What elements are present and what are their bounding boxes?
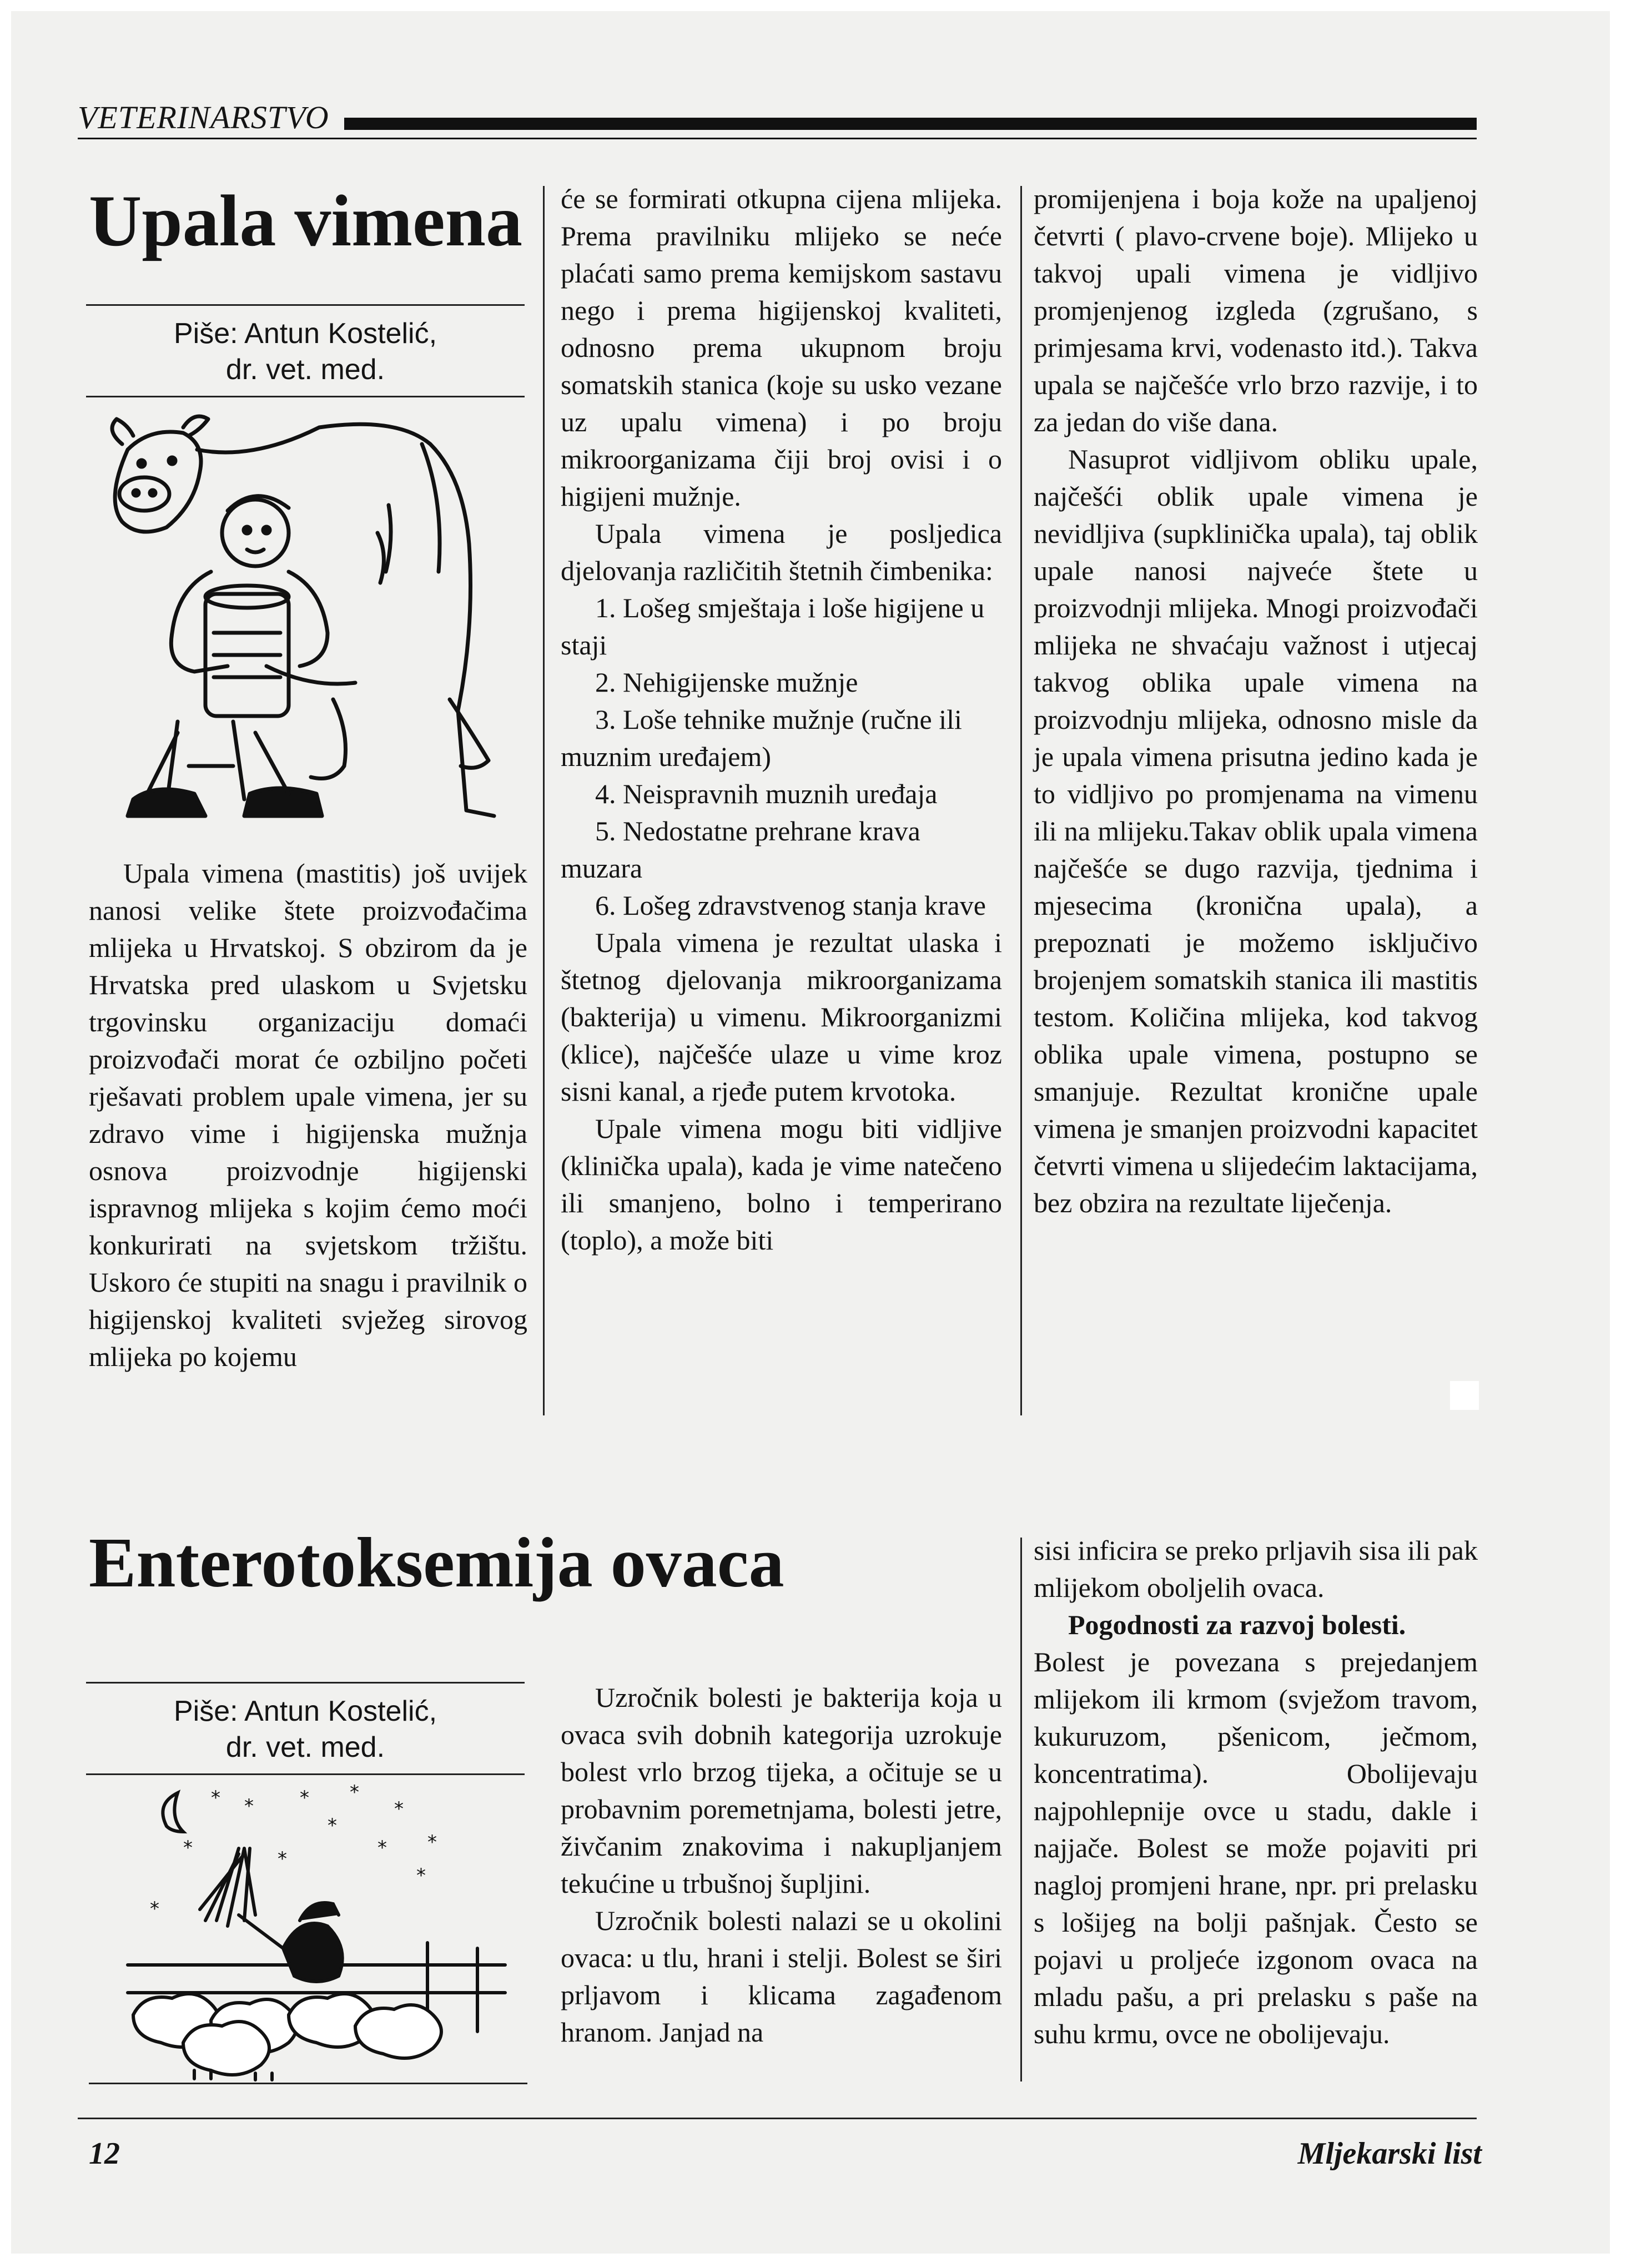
list-item: 2. Nehigijenske mužnje — [595, 667, 858, 698]
list-item: 6. Lošeg zdravstvenog stanja krave — [595, 890, 986, 921]
article2-column-3 — [1034, 1532, 1478, 2053]
column-divider — [1020, 1538, 1022, 2081]
article1-column-3 — [1034, 180, 1478, 1222]
article1-paragraph: Upala vimena je rezultat ulaska i štetnog djelovanja mikroorganizama (bakterija) u vimenu. Mikroorganizmi (klice), najčešće ulaze u vime kroz sisni kanal, a rjeđe putem krvotoka. — [561, 927, 1002, 1107]
article2-paragraph: sisi inficira se preko prljavih sisa ili pak mlijekom oboljelih ovaca. — [1034, 1535, 1478, 1603]
article1-title: Upala vimena — [89, 180, 523, 261]
svg-text:*: * — [211, 1787, 220, 1809]
article1-column-1 — [89, 855, 527, 1375]
page-number: 12 — [89, 2136, 120, 2171]
footer-rule — [78, 2118, 1477, 2119]
article1-paragraph: Nasuprot vidljivom obliku upale, najčešći oblik upale vimena je nevidljiva (supklinička upala), taj oblik upale nanosi najveće štete u proizvodnji mlijeka. Mnogi proizvođači mlijeka ne shvaćaju važnost i utjecaj takvog oblika upale vimena na proizvodnju mlijeka, odnosno misle da je upala vimena prisutna jedino kada je to vidljivo po promjenama na vimenu ili na mlijeku.Takav oblik upala vimena najčešće se dugo razvija, tjednima i mjesecima (kronična upala), a prepoznati je možemo isključivo brojenjem somatskih stanica ili mastitis testom. Količina mlijeka, kod takvog oblika upale vimena, postupno se smanjuje. Rezultat kronične upale vimena je smanjen proizvodni kapacitet četvrti vimena u slijedećim laktacijama, bez obzira na rezultate liječenja. — [1034, 443, 1478, 1218]
column-divider — [1020, 186, 1022, 1415]
article2-byline-degree: dr. vet. med. — [225, 1731, 385, 1763]
svg-text:*: * — [350, 1782, 359, 1803]
svg-text:*: * — [183, 1837, 193, 1859]
svg-text:*: * — [278, 1848, 287, 1870]
svg-text:*: * — [377, 1837, 387, 1859]
article1-byline — [86, 304, 525, 397]
shepherd-sheep-night-illustration-icon — [117, 1782, 516, 2081]
illustration-bottom-rule — [89, 2083, 527, 2084]
article2-paragraph: Uzročnik bolesti nalazi se u okolini ovaca: u tlu, hrani i stelji. Bolest se širi prljavom i klicama zagađenom hranom. Janjad na — [561, 1905, 1002, 2048]
article2-byline — [86, 1682, 525, 1775]
article1-paragraph: će se formirati otkupna cijena mlijeka. Prema pravilniku mlijeko se neće plaćati samo prema kemijskom sastavu nego i prema higijenskoj kvaliteti, odnosno prema ukupnom broju somatskih stanica (koje su usko vezane uz upalu vimena) i po broju mikroorganizama čiji broj ovisi i o higijeni mužnje. — [561, 183, 1002, 512]
svg-text:*: * — [150, 1898, 159, 1920]
article1-paragraph: promijenjena i boja kože na upaljenoj četvrti ( plavo-crvene boje). Mlijeko u takvoj upali vimena je vidljivo promjenjenog izgleda (zgrušano, s primjesama krvi, vodenasto itd.). Takva upala se najčešće vrlo brzo razvije, i to za jedan do više dana. — [1034, 183, 1478, 437]
column-divider — [543, 186, 545, 1415]
list-item: 3. Loše tehnike mužnje (ručne ili muznim uređajem) — [561, 704, 962, 772]
header-thick-rule — [344, 118, 1477, 130]
article1-paragraph: Upala vimena (mastitis) još uvijek nanosi velike štete proizvođačima mlijeka u Hrvatskoj. S obzirom da je Hrvatska pred ulaskom u Svjetsku trgovinsku organizaciju domaći proizvođači morat će ozbiljno početi rješavati problem upale vimena, jer su zdravo vime i higijenska mužnja osnova proizvodnje higijenski ispravnog mlijeka s kojim ćemo moći konkurirati na svjetskom tržištu. Uskoro će stupiti na snagu i pravilnik o higijenskoj kvaliteti svježeg sirovog mlijeka po kojemu — [89, 858, 527, 1372]
cow-milking-illustration-icon — [89, 411, 522, 833]
svg-text:*: * — [244, 1795, 254, 1817]
section-label: VETERINARSTVO — [78, 99, 329, 135]
svg-text:*: * — [394, 1798, 404, 1820]
header-thin-rule — [78, 138, 1477, 139]
svg-text:*: * — [300, 1787, 309, 1809]
end-of-article-mark — [1450, 1381, 1479, 1410]
article1-paragraph: Upale vimena mogu biti vidljive (klinička upala), kada je vime natečeno ili smanjeno, bolno i temperirano (toplo), a može biti — [561, 1113, 1002, 1256]
magazine-name: Mljekarski list — [1297, 2136, 1482, 2171]
article1-column-2 — [561, 180, 1002, 1259]
article2-paragraph: Uzročnik bolesti je bakterija koja u ovaca svih dobnih kategorija uzrokuje bolest vrlo brzog tijeka, a očituje se u probavnim poremetnjama, bolesti jetre, živčanim znakovima i nakupljanjem tekućine u trbušnoj šupljini. — [561, 1682, 1002, 1899]
article2-column-2 — [561, 1679, 1002, 2051]
list-item: 5. Nedostatne prehrane krava muzara — [561, 815, 920, 884]
article1-byline-author: Piše: Antun Kostelić, — [173, 317, 437, 350]
article2-paragraph: Bolest je povezana s prejedanjem mlijekom ili krmom (svježom travom, kukuruzom, pšenicom, ječmom, koncentratima). Obolijevaju najpohlepnije ovce u stadu, dakle i najjače. Bolest se može pojaviti pri naglој promjeni hrane, npr. pri prelasku s lošijeg na bolji pašnjak. Često se pojavi u proljeće izgonom ovaca na mladu pašu, a pri prelasku s paše na suhu krmu, ovce ne obolijevaju. — [1034, 1646, 1478, 2049]
list-item: 4. Neispravnih muznih uređaja — [595, 778, 938, 809]
article2-subheading: Pogodnosti za razvoj bolesti. — [1068, 1609, 1406, 1640]
article1-paragraph: Upala vimena je posljedica djelovanja različitih štetnih čimbenika: — [561, 518, 1002, 586]
list-item: 1. Lošeg smještaja i loše higijene u staji — [561, 592, 985, 661]
section-header — [78, 94, 1477, 144]
article2-title: Enterotoksemija ovaca — [89, 1523, 784, 1602]
article2-byline-author: Piše: Antun Kostelić, — [173, 1695, 437, 1727]
svg-text:*: * — [416, 1864, 426, 1887]
svg-text:*: * — [427, 1831, 437, 1853]
svg-text:*: * — [328, 1815, 337, 1837]
article1-byline-degree: dr. vet. med. — [225, 354, 385, 386]
